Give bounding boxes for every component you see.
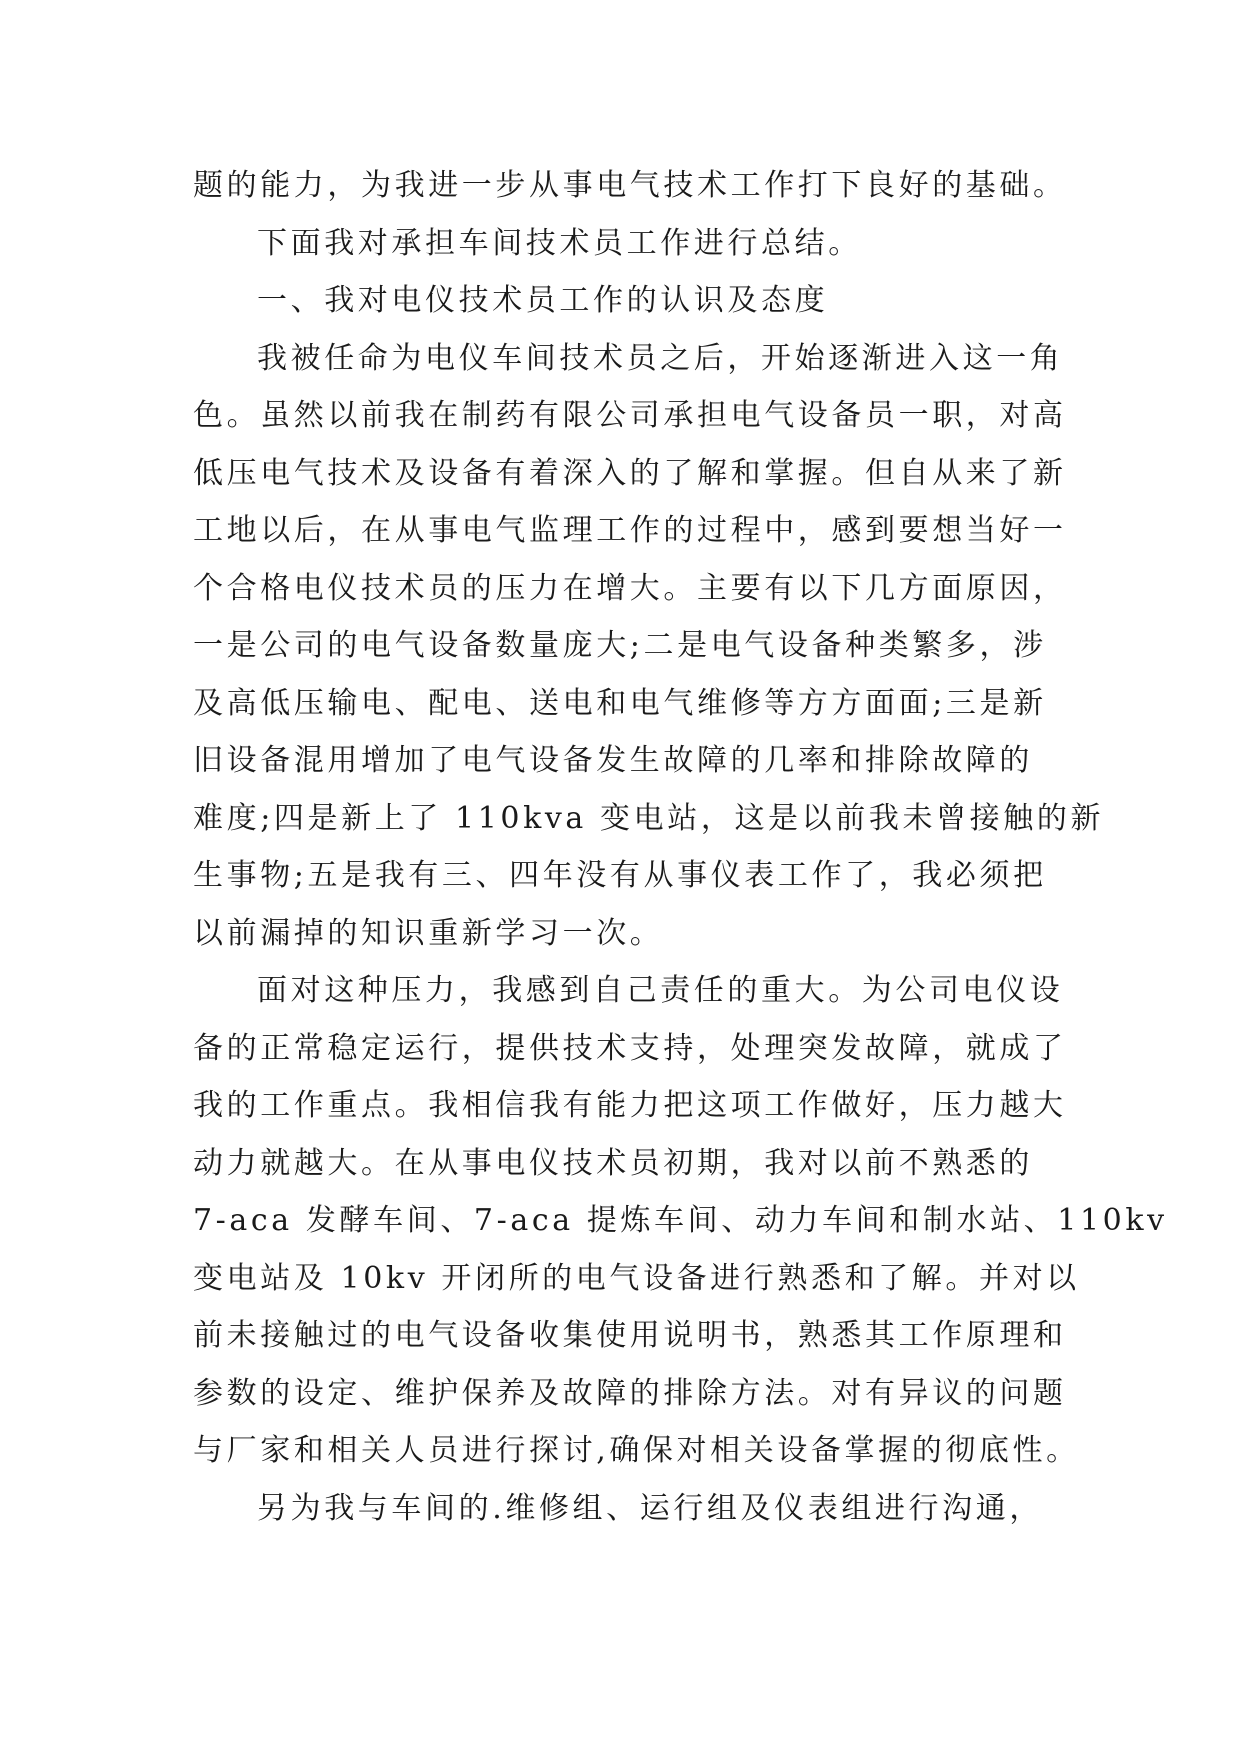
text-line: 工地以后，在从事电气监理工作的过程中，感到要想当好一 [193,513,1067,548]
text-line: 生事物;五是我有三、四年没有从事仪表工作了，我必须把 [193,858,1047,893]
text-line: 变电站及 10kv 开闭所的电气设备进行熟悉和了解。并对以 [193,1260,1080,1296]
text-line: 与厂家和相关人员进行探讨,确保对相关设备掌握的彻底性。 [193,1433,1080,1468]
text-line: 面对这种压力，我感到自己责任的重大。为公司电仪设 [257,973,1064,1008]
text-line: 我被任命为电仪车间技术员之后，开始逐渐进入这一角 [257,340,1064,376]
text-line: 低压电气技术及设备有着深入的了解和掌握。但自从来了新 [193,455,1067,491]
text-line: 7-aca 发酵车间、7-aca 提炼车间、动力车间和制水站、110kv [193,1203,1168,1238]
text-line: 题的能力，为我进一步从事电气技术工作打下良好的基础。 [193,168,1067,203]
text-line: 我的工作重点。我相信我有能力把这项工作做好，压力越大 [193,1088,1067,1123]
section-heading: 一、我对电仪技术员工作的认识及态度 [257,283,829,318]
text-line: 下面我对承担车间技术员工作进行总结。 [257,225,862,261]
text-line: 个合格电仪技术员的压力在增大。主要有以下几方面原因， [193,570,1067,606]
text-line: 另为我与车间的.维修组、运行组及仪表组进行沟通， [257,1490,1043,1526]
text-line: 参数的设定、维护保养及故障的排除方法。对有异议的问题 [193,1375,1067,1411]
text-line: 一是公司的电气设备数量庞大;二是电气设备种类繁多，涉 [193,628,1047,663]
text-line: 色。虽然以前我在制药有限公司承担电气设备员一职，对高 [193,398,1067,433]
text-line: 及高低压输电、配电、送电和电气维修等方方面面;三是新 [193,685,1047,721]
text-line: 备的正常稳定运行，提供技术支持，处理突发故障，就成了 [193,1030,1067,1066]
text-line: 难度;四是新上了 110kva 变电站，这是以前我未曾接触的新 [193,800,1105,836]
text-line: 旧设备混用增加了电气设备发生故障的几率和排除故障的 [193,743,1033,778]
text-line: 前未接触过的电气设备收集使用说明书，熟悉其工作原理和 [193,1318,1067,1353]
body-text [193,157,1168,1537]
text-line: 以前漏掉的知识重新学习一次。 [193,915,664,951]
text-line: 动力就越大。在从事电仪技术员初期，我对以前不熟悉的 [193,1145,1033,1181]
